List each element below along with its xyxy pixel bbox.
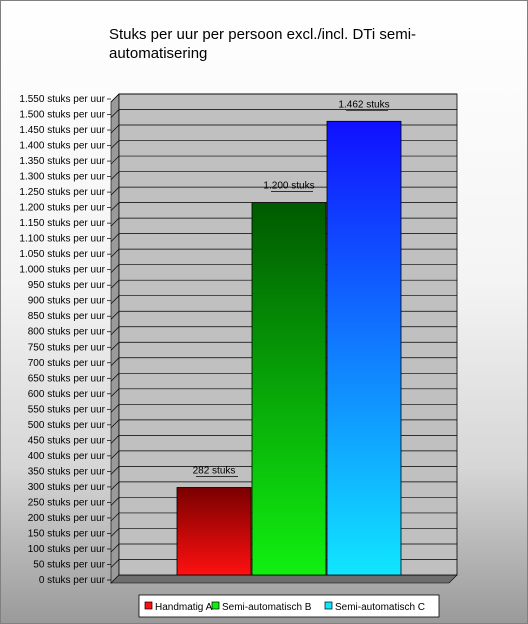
y-tick-label: 850 stuks per uur xyxy=(27,311,105,323)
y-tick-label: 150 stuks per uur xyxy=(27,528,105,540)
y-tick-label: 200 stuks per uur xyxy=(27,512,105,524)
legend-label: Semi-automatisch B xyxy=(222,602,312,613)
legend-label: Handmatig A xyxy=(155,602,213,613)
y-tick-label: 450 stuks per uur xyxy=(27,435,105,447)
y-tick-label: 1.000 stuks per uur xyxy=(19,264,105,276)
data-label: 1.462 stuks xyxy=(338,99,390,111)
bar-chart xyxy=(1,1,527,623)
data-label: 1.200 stuks xyxy=(263,180,315,192)
y-tick-label: 500 stuks per uur xyxy=(27,419,105,431)
y-tick-label: 950 stuks per uur xyxy=(27,280,105,292)
y-tick-label: 400 stuks per uur xyxy=(27,450,105,462)
y-tick-label: 700 stuks per uur xyxy=(27,357,105,369)
y-tick-label: 650 stuks per uur xyxy=(27,373,105,385)
y-tick-label: 1.400 stuks per uur xyxy=(19,140,105,152)
y-tick-label: 1.500 stuks per uur xyxy=(19,109,105,121)
y-tick-label: 1.300 stuks per uur xyxy=(19,171,105,183)
chart-title: Stuks per uur per persoon excl./incl. DTi semi-automatisering xyxy=(109,26,417,62)
y-tick-label: 0 stuks per uur xyxy=(38,575,105,586)
y-tick-label: 1.550 stuks per uur xyxy=(19,94,105,105)
bar-semi-automatisch-b xyxy=(252,203,326,575)
y-tick-label: 1.200 stuks per uur xyxy=(19,202,105,214)
y-tick-label: 250 stuks per uur xyxy=(27,497,105,509)
bar-handmatig-a xyxy=(177,487,251,575)
legend-label: Semi-automatisch C xyxy=(335,602,426,613)
legend-swatch xyxy=(212,602,219,609)
y-tick-label: 900 stuks per uur xyxy=(27,295,105,307)
y-tick-label: 1.150 stuks per uur xyxy=(19,218,105,230)
floor xyxy=(111,575,457,583)
data-label: 282 stuks xyxy=(192,465,236,477)
side-wall xyxy=(111,94,119,583)
y-tick-label: 1.050 stuks per uur xyxy=(19,249,105,261)
y-tick-label: 800 stuks per uur xyxy=(27,326,105,338)
bar-semi-automatisch-c xyxy=(327,121,401,575)
legend-swatch xyxy=(325,602,332,609)
legend xyxy=(139,595,439,617)
legend-swatch xyxy=(145,602,152,609)
y-tick-label: 750 stuks per uur xyxy=(27,342,105,354)
y-tick-label: 50 stuks per uur xyxy=(33,559,105,571)
y-tick-label: 1.250 stuks per uur xyxy=(19,187,105,199)
y-tick-label: 350 stuks per uur xyxy=(27,466,105,478)
y-tick-label: 1.350 stuks per uur xyxy=(19,156,105,168)
y-tick-label: 100 stuks per uur xyxy=(27,543,105,555)
y-tick-label: 1.100 stuks per uur xyxy=(19,233,105,245)
y-tick-label: 300 stuks per uur xyxy=(27,481,105,493)
y-tick-label: 1.450 stuks per uur xyxy=(19,125,105,137)
y-tick-label: 550 stuks per uur xyxy=(27,404,105,416)
y-tick-label: 600 stuks per uur xyxy=(27,388,105,400)
